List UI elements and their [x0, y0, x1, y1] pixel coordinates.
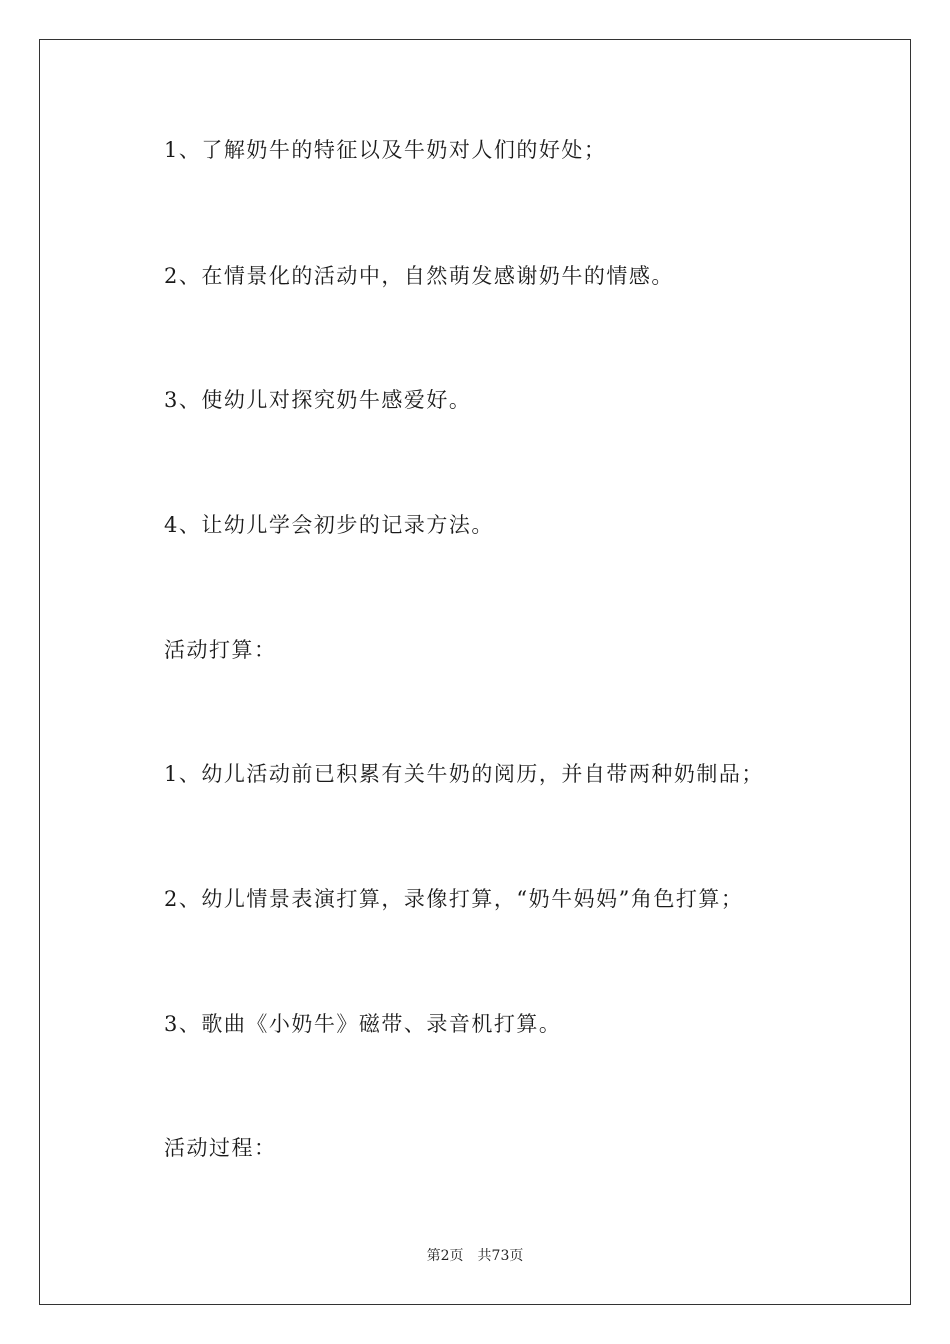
page-number: 第2页 — [426, 1248, 464, 1264]
process-heading: 活动过程： — [164, 1136, 277, 1160]
page-total: 共73页 — [477, 1248, 524, 1264]
preparation-heading: 活动打算： — [164, 638, 277, 662]
preparation-2: 2、幼儿情景表演打算，录像打算，“奶牛妈妈”角色打算； — [164, 887, 744, 911]
objective-2: 2、在情景化的活动中，自然萌发感谢奶牛的情感。 — [164, 264, 674, 288]
objective-1: 1、了解奶牛的特征以及牛奶对人们的好处； — [164, 138, 607, 162]
page-border — [39, 39, 911, 1305]
page-footer — [0, 1247, 950, 1265]
objective-3: 3、使幼儿对探究奶牛感爱好。 — [164, 388, 472, 412]
objective-4: 4、让幼儿学会初步的记录方法。 — [164, 513, 494, 537]
preparation-3: 3、歌曲《小奶牛》磁带、录音机打算。 — [164, 1012, 562, 1036]
preparation-1: 1、幼儿活动前已积累有关牛奶的阅历，并自带两种奶制品； — [164, 762, 764, 786]
